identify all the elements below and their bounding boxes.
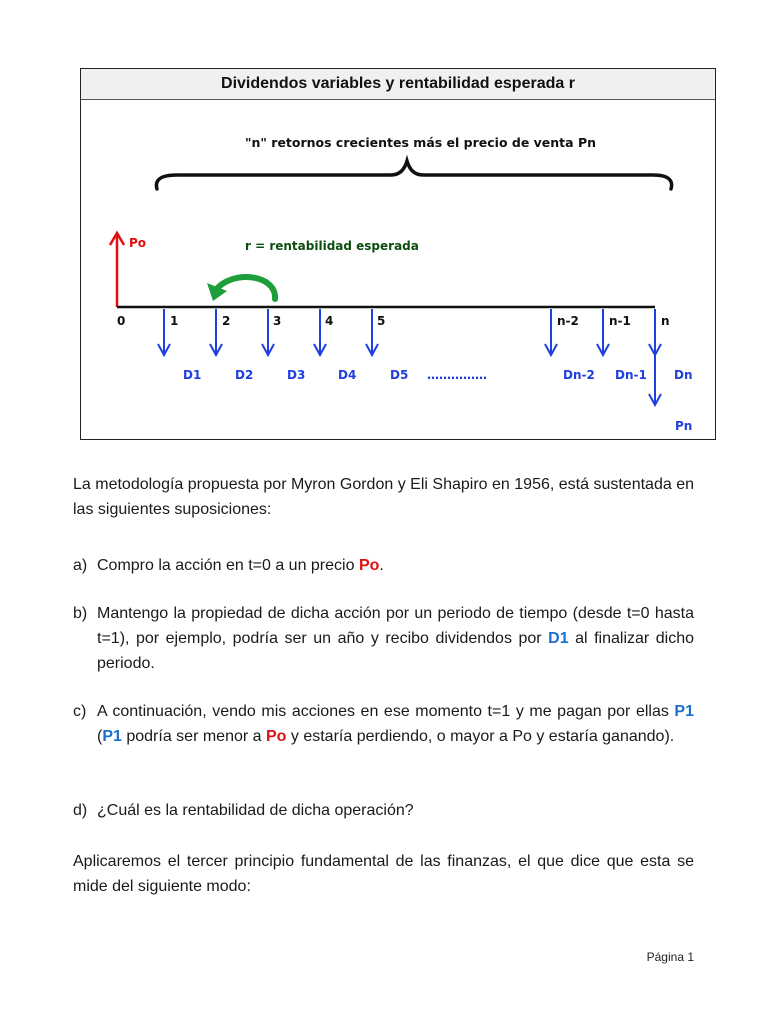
highlight-p1: P1	[674, 703, 694, 720]
dividend-ellipsis: ……………	[427, 368, 487, 382]
curly-brace	[156, 161, 671, 189]
price-label: Po	[129, 236, 147, 250]
item-text: ¿Cuál es la rentabilidad de dicha operación?	[97, 802, 414, 819]
dividend-arrow-2	[210, 309, 222, 355]
dividend-arrow-n-1	[597, 309, 609, 355]
highlight-po: Po	[358, 557, 380, 574]
period-label: n-1	[609, 314, 631, 328]
period-label: 1	[170, 314, 179, 328]
dividend-label: D4	[338, 368, 357, 382]
item-text: podría ser menor a	[121, 728, 266, 745]
dividend-label: D1	[183, 368, 202, 382]
item-text: .	[379, 557, 384, 574]
price-arrow-up	[110, 233, 124, 307]
conclusion-paragraph: Aplicaremos el tercer principio fundamental de las finanzas, el que dice que esta se mide del siguiente modo:	[73, 853, 694, 895]
item-marker: a)	[73, 557, 88, 574]
highlight-p1: P1	[102, 728, 122, 745]
period-label: 0	[117, 314, 126, 328]
assumption-b	[73, 601, 694, 676]
item-text: y estaría perdiendo, o mayor a Po y estaría ganando).	[286, 728, 675, 745]
dividend-arrow-n	[649, 309, 661, 355]
item-text: A continuación, vendo mis acciones en ese momento t=1 y me pagan por ellas	[97, 703, 675, 720]
dividend-label: Dn	[674, 368, 693, 382]
dividend-arrow-n-2	[545, 309, 557, 355]
item-marker: b)	[73, 605, 88, 622]
period-label: 5	[377, 314, 386, 328]
diagram-box	[80, 68, 716, 440]
period-label: 3	[273, 314, 282, 328]
cash-flow-diagram	[81, 69, 717, 441]
item-text: Mantengo la propiedad de dicha acción por un periodo de tiempo (desde t=0 hasta t=1), por ejemplo, podría ser un año y recibo dividendos por	[97, 605, 694, 647]
page-number: Página 1	[646, 950, 694, 964]
period-label: 2	[222, 314, 231, 328]
highlight-d1: D1	[548, 630, 569, 647]
dividend-label: D2	[235, 368, 254, 382]
dividend-label: D5	[390, 368, 409, 382]
loop-arrow	[207, 277, 275, 301]
dividend-label: Dn-1	[615, 368, 647, 382]
dividend-arrow-1	[158, 309, 170, 355]
dividend-arrows	[158, 309, 661, 405]
rate-label: r = rentabilidad esperada	[245, 239, 419, 253]
assumption-d	[73, 798, 694, 823]
dividend-label: D3	[287, 368, 306, 382]
item-marker: c)	[73, 703, 87, 720]
period-label: 4	[325, 314, 334, 328]
dividend-label: Dn-2	[563, 368, 595, 382]
item-marker: d)	[73, 802, 88, 819]
final-price-arrow	[649, 355, 661, 405]
assumption-c	[73, 699, 694, 749]
item-text: Compro la acción en t=0 a un precio	[97, 557, 359, 574]
period-label: n	[661, 314, 670, 328]
item-text: al finalizar dicho periodo.	[97, 630, 695, 672]
period-label: n-2	[557, 314, 579, 328]
brace-caption: "n" retornos crecientes más el precio de venta Pn	[245, 135, 597, 150]
final-price-label: Pn	[675, 419, 693, 433]
assumption-a	[73, 553, 694, 578]
highlight-po: Po	[265, 728, 287, 745]
diagram-title: Dividendos variables y rentabilidad esperada r	[81, 69, 715, 100]
item-text: (	[97, 728, 103, 745]
intro-paragraph: La metodología propuesta por Myron Gordon y Eli Shapiro en 1956, está sustentada en las siguientes suposiciones:	[73, 476, 694, 518]
